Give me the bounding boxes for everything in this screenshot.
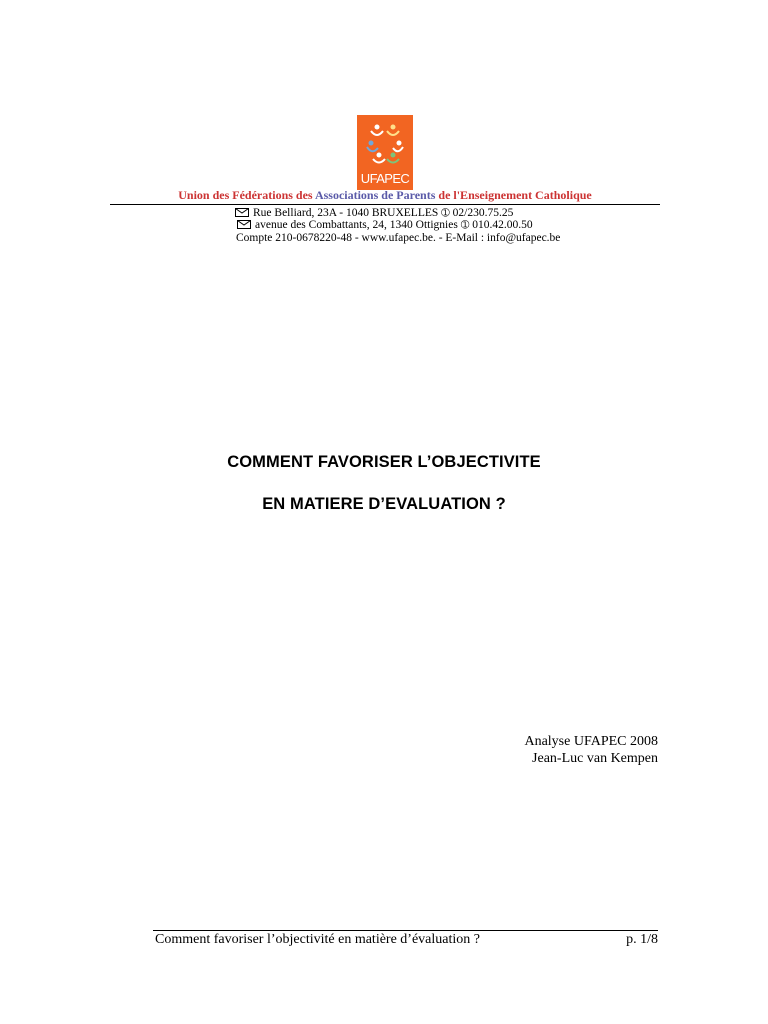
federation-part-2: Associations de Parents (314, 188, 436, 202)
phone-icon: ➀ (441, 208, 450, 219)
ufapec-logo (357, 115, 413, 190)
federation-part-3: de l'Enseignement Catholique (435, 188, 592, 202)
author-name: Jean-Luc van Kempen (532, 751, 658, 766)
account-line: Compte 210-0678220-48 - www.ufapec.be. - E-Mail : info@ufapec.be (236, 232, 561, 244)
address-brussels-text: Rue Belliard, 23A - 1040 BRUXELLES (253, 207, 439, 219)
footer-title: Comment favoriser l’objectivité en matière d’évaluation ? (155, 932, 480, 947)
logo-text: UFAPEC (360, 171, 410, 186)
envelope-icon (237, 220, 251, 229)
ufapec-logo-figures-icon (357, 115, 413, 171)
page-number: p. 1/8 (626, 932, 658, 947)
document-title-line-1: COMMENT FAVORISER L’OBJECTIVITE (227, 453, 541, 471)
phone-ottignies: 010.42.00.50 (472, 219, 533, 231)
footer-divider (153, 930, 658, 931)
federation-part-1: Union des Fédérations des (178, 188, 315, 202)
address-ottignies-text: avenue des Combattants, 24, 1340 Ottignies (255, 219, 458, 231)
analysis-label: Analyse UFAPEC 2008 (524, 734, 658, 749)
federation-name (110, 187, 660, 203)
envelope-icon (235, 208, 249, 217)
document-title-line-2: EN MATIERE D’EVALUATION ? (262, 495, 506, 513)
header-divider (110, 204, 660, 205)
phone-icon: ➀ (460, 220, 470, 231)
phone-brussels: 02/230.75.25 (452, 207, 514, 219)
